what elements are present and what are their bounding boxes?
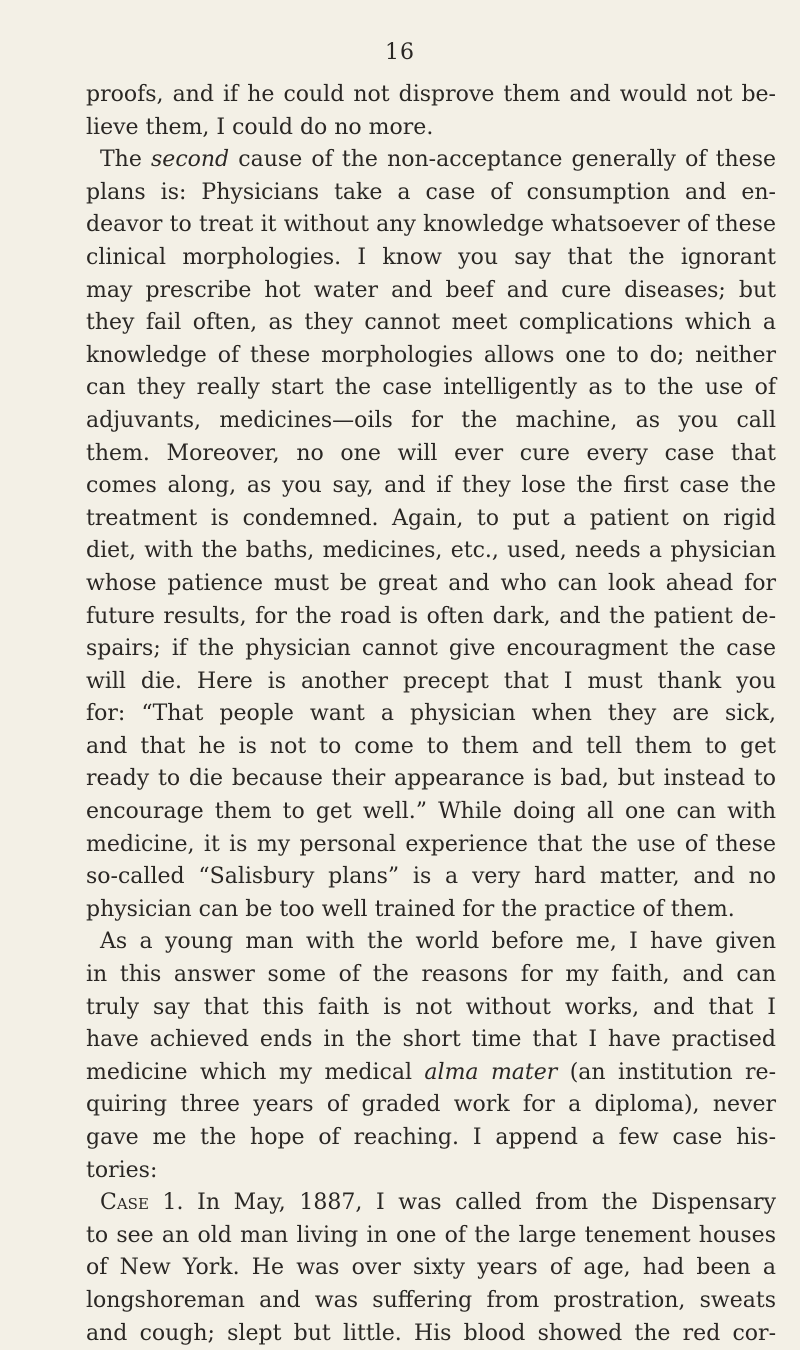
text-run: cause of the non-acceptance generally of these: [229, 147, 777, 173]
text-line: truly say that this faith is not without works, and that I: [86, 994, 776, 1020]
text-line: may prescribe hot water and beef and cure diseases; but: [86, 277, 776, 303]
text-line: in this answer some of the reasons for my faith, and can: [86, 962, 776, 988]
text-line: spairs; if the physician cannot give encouragment the case: [86, 636, 776, 662]
text-line: them. Moreover, no one will ever cure every case that: [86, 440, 776, 466]
emphasis-text: second: [151, 147, 230, 173]
text-line: quiring three years of graded work for a diploma), never: [86, 1092, 776, 1118]
text-line: adjuvants, medicines—oils for the machine, as you call: [86, 407, 776, 433]
text-line: As a young man with the world before me, I have given: [100, 929, 776, 955]
text-line: for: “That people want a physician when they are sick,: [86, 701, 776, 727]
text-line: comes along, as you say, and if they lose the first case the: [86, 473, 776, 499]
emphasis-text: alma mater: [424, 1059, 558, 1085]
text-line: ready to die because their appearance is bad, but instead to: [86, 766, 776, 792]
text-line: [86, 1057, 776, 1090]
text-line: of New York. He was over sixty years of age, had been a: [86, 1255, 776, 1281]
text-line: proofs, and if he could not disprove them and would not be-: [86, 82, 776, 107]
text-line: clinical morphologies. I know you say that the ignorant: [86, 244, 776, 270]
text-line: so-called “Salisbury plans” is a very hard matter, and no: [86, 864, 776, 890]
text-line: can they really start the case intelligently as to the use of: [86, 375, 776, 401]
text-line: whose patience must be great and who can look ahead for: [86, 570, 776, 596]
text-run: 1. In May, 1887, I was called from the Dispensary: [148, 1190, 776, 1216]
text-line: gave me the hope of reaching. I append a few case his-: [86, 1125, 776, 1150]
text-line: tories:: [86, 1157, 158, 1183]
text-line: and that he is not to come to them and tell them to get: [86, 733, 776, 759]
text-run: (an institution re-: [557, 1059, 777, 1085]
text-line: longshoreman and was suffering from prostration, sweats: [86, 1287, 776, 1313]
text-line: encourage them to get well.” While doing all one can with: [86, 799, 776, 825]
text-line: diet, with the baths, medicines, etc., used, needs a physician: [86, 538, 776, 564]
text-line: deavor to treat it without any knowledge whatsoever of these: [86, 212, 776, 238]
text-line: future results, for the road is often dark, and the patient de-: [86, 603, 776, 629]
text-line: they fail often, as they cannot meet complications which a: [86, 310, 776, 336]
text-run: medicine which my medical: [86, 1059, 425, 1085]
text-line: will die. Here is another precept that I must thank you: [86, 668, 776, 694]
text-line: to see an old man living in one of the large tenement houses: [86, 1222, 776, 1248]
text-line: plans is: Physicians take a case of consumption and en-: [86, 179, 776, 205]
text-line: [86, 1187, 776, 1220]
body-text: [86, 79, 776, 1350]
text-line: lieve them, I could do no more.: [86, 114, 434, 140]
text-line: medicine, it is my personal experience that the use of these: [86, 831, 776, 857]
text-line: [86, 144, 776, 177]
text-line: and cough; slept but little. His blood showed the red cor-: [86, 1320, 776, 1346]
text-line: have achieved ends in the short time that I have practised: [86, 1027, 776, 1053]
text-run: The: [100, 147, 152, 173]
page-number: 16: [385, 40, 415, 65]
case-label: Case: [100, 1190, 149, 1216]
text-line: physician can be too well trained for the practice of them.: [86, 896, 735, 922]
text-line: knowledge of these morphologies allows one to do; neither: [86, 342, 776, 368]
text-line: treatment is condemned. Again, to put a patient on rigid: [86, 505, 776, 531]
